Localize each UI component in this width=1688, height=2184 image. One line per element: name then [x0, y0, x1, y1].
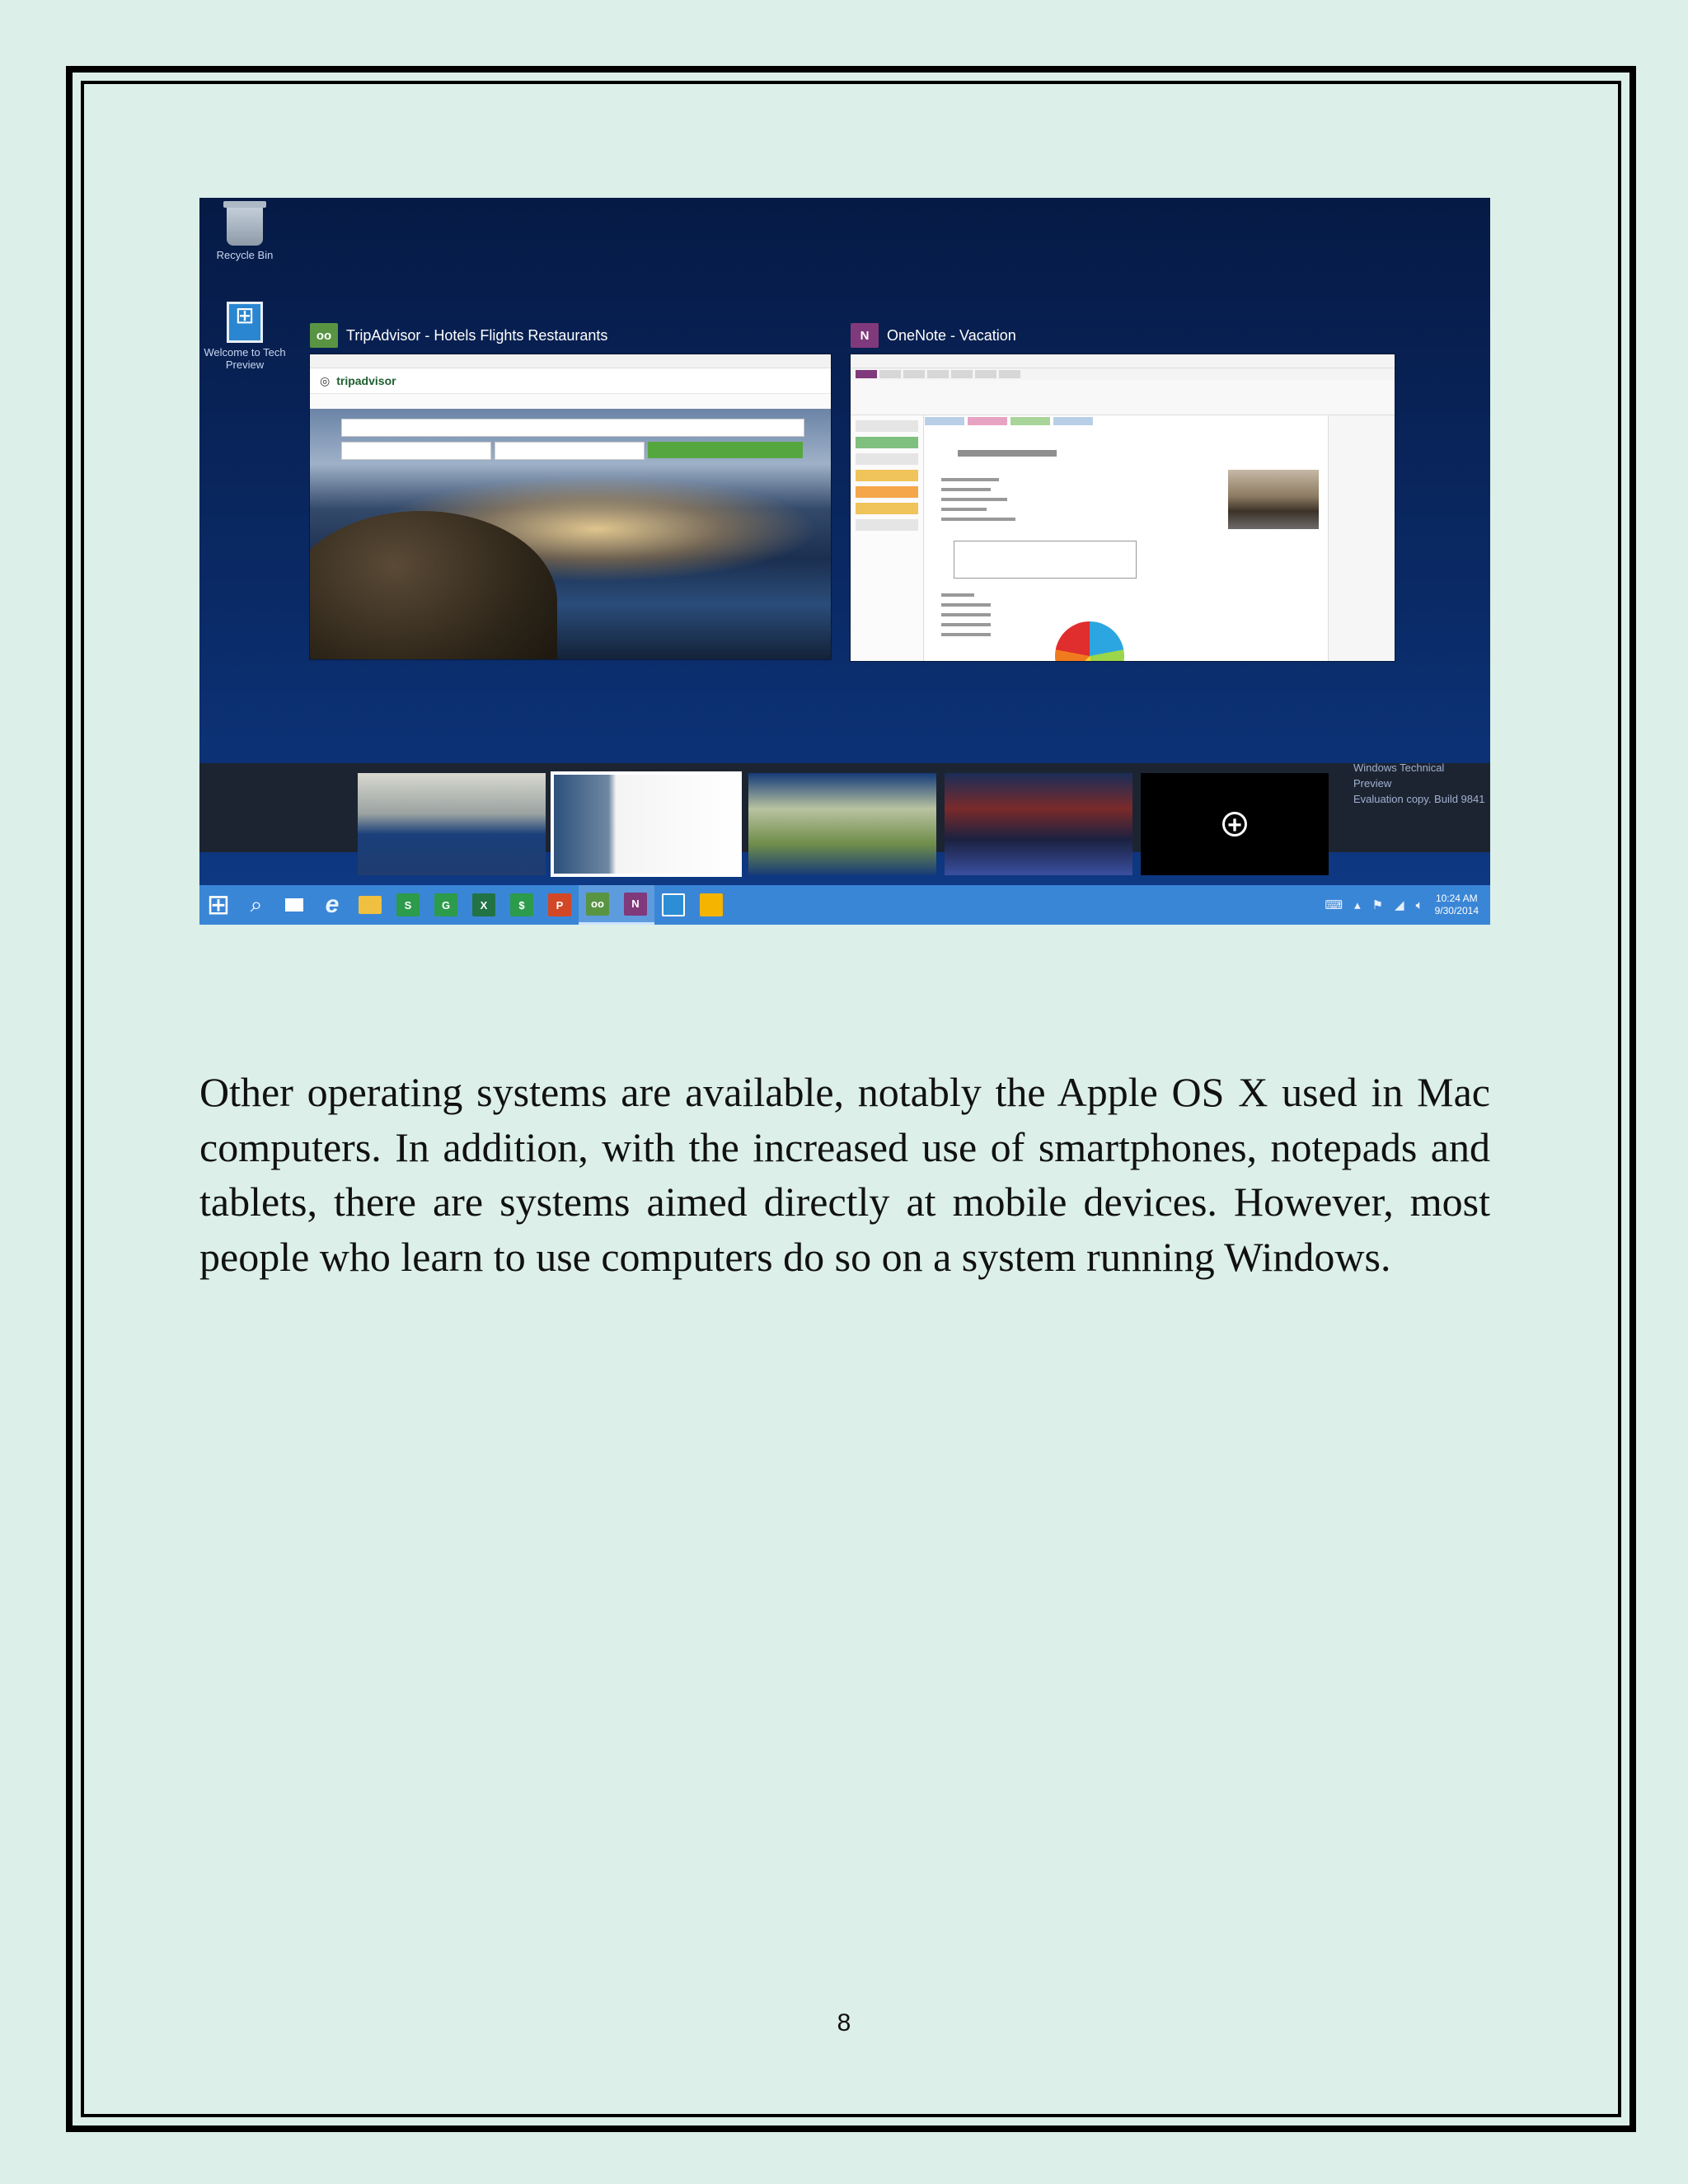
search-icon: ⌕ — [250, 892, 263, 916]
window-title-text: TripAdvisor - Hotels Flights Restaurants — [346, 326, 608, 344]
desktop-thumbnail-4[interactable] — [945, 773, 1132, 875]
desktop-thumbnail-3[interactable] — [748, 773, 936, 875]
taskbar-app-ie[interactable] — [313, 885, 351, 925]
task-view-icon — [285, 898, 303, 912]
watermark-line: Evaluation copy. Build 9841 — [1353, 793, 1485, 805]
checklist-line — [941, 488, 991, 491]
taskbar-app-finance[interactable] — [503, 885, 541, 925]
taskbar-clock[interactable] — [1435, 893, 1479, 917]
hero-mountain — [310, 511, 557, 659]
desktop-icon-label: Recycle Bin — [216, 249, 274, 261]
notebook-sidebar — [851, 415, 924, 661]
section-tabs — [925, 417, 1327, 425]
checklist-line — [941, 518, 1015, 521]
checklist-line — [941, 498, 1007, 501]
taskbar-app-store[interactable] — [389, 885, 427, 925]
finance-chart-icon: $ — [510, 893, 533, 916]
taskbar-app-excel[interactable] — [465, 885, 503, 925]
windows-task-view-screenshot — [199, 198, 1490, 925]
budget-table-row — [941, 603, 991, 607]
add-desktop-button[interactable] — [1141, 773, 1329, 875]
games-icon: G — [434, 893, 457, 916]
checkout-field[interactable] — [495, 442, 645, 460]
taskbar — [199, 885, 1490, 925]
system-tray — [1325, 893, 1490, 917]
window-title-onenote[interactable] — [851, 323, 1016, 348]
window-titlebar — [310, 354, 831, 368]
taskbar-app-games[interactable] — [427, 885, 465, 925]
task-view-button[interactable] — [275, 885, 313, 925]
desktop-thumbnail-1[interactable] — [358, 773, 546, 875]
taskbar-app-photos[interactable] — [654, 885, 692, 925]
flag-icon[interactable]: ⚑ — [1372, 898, 1384, 912]
onenote-icon: N — [624, 893, 647, 916]
messaging-icon — [700, 893, 723, 916]
desktop-icon-recycle-bin[interactable] — [199, 204, 290, 261]
page-number: 8 — [837, 2009, 851, 2036]
volume-icon[interactable]: 🔈︎ — [1415, 898, 1423, 912]
window-titlebar — [851, 354, 1395, 368]
start-button[interactable] — [199, 885, 237, 925]
checklist-line — [941, 508, 987, 511]
network-icon[interactable]: ◢ — [1395, 898, 1404, 912]
chevron-up-icon[interactable]: ▴ — [1354, 898, 1361, 912]
photos-icon — [662, 893, 685, 916]
clock-date: 9/30/2014 — [1434, 905, 1479, 916]
keyboard-icon[interactable]: ⌨ — [1325, 898, 1343, 912]
find-hotels-button[interactable] — [648, 442, 803, 458]
window-onenote[interactable] — [851, 354, 1395, 661]
window-tripadvisor[interactable] — [310, 354, 831, 659]
taskbar-app-tripadvisor[interactable] — [579, 885, 617, 925]
checklist-line — [941, 478, 999, 481]
taskbar-app-powerpoint[interactable] — [541, 885, 579, 925]
build-watermark — [1353, 760, 1485, 807]
add-icon: + — [1222, 812, 1247, 837]
internet-explorer-icon: e — [325, 891, 340, 918]
ribbon — [851, 380, 1395, 415]
onenote-icon: N — [851, 323, 879, 348]
budget-table-row — [941, 623, 991, 626]
tripadvisor-logo: tripadvisor — [336, 374, 396, 387]
tripadvisor-nav-bar — [310, 393, 831, 410]
ribbon-tabs — [851, 368, 1395, 380]
folder-icon — [359, 896, 382, 914]
windows-logo-icon — [227, 302, 263, 343]
store-icon: S — [396, 893, 420, 916]
taskbar-app-explorer[interactable] — [351, 885, 389, 925]
tripadvisor-header — [310, 368, 831, 393]
page-list — [1328, 415, 1395, 661]
checkin-field[interactable] — [341, 442, 491, 460]
tripadvisor-owl-icon: ◎ — [320, 373, 331, 387]
tripadvisor-search-input[interactable] — [341, 419, 804, 437]
body-paragraph: Other operating systems are available, notably the Apple OS X used in Mac computers. In addition, with the increased use of smartphones, notepads and tablets, there are systems aimed directly at mobile devices. However, most people who learn to use computers do so on a system running Windows. — [199, 1069, 1490, 1280]
tripadvisor-icon: oo — [586, 893, 609, 916]
vacation-photo — [1228, 470, 1319, 529]
window-title-tripadvisor[interactable] — [310, 323, 607, 348]
tripadvisor-icon: oo — [310, 323, 338, 348]
recycle-bin-icon — [227, 204, 263, 246]
tripadvisor-hero-image — [310, 409, 831, 659]
watermark-line: Windows Technical Preview — [1353, 762, 1445, 790]
desktop-thumbnail-2[interactable] — [552, 773, 740, 875]
clock-time: 10:24 AM — [1435, 893, 1478, 904]
budget-pie-chart — [1055, 621, 1124, 661]
taskbar-app-messaging[interactable] — [692, 885, 730, 925]
budget-table-row — [941, 593, 974, 597]
budget-table-row — [941, 633, 991, 636]
budget-box — [954, 541, 1137, 579]
taskbar-app-onenote[interactable] — [617, 885, 654, 925]
window-title-text: OneNote - Vacation — [887, 326, 1016, 344]
powerpoint-icon: P — [548, 893, 571, 916]
windows-start-icon: ⊞ — [206, 889, 231, 921]
desktop-icon-welcome[interactable] — [199, 302, 290, 371]
budget-table-row — [941, 613, 991, 616]
excel-icon: X — [472, 893, 495, 916]
page-heading — [958, 450, 1057, 457]
desktop-icon-label: Welcome to Tech Preview — [204, 346, 286, 371]
search-button[interactable] — [237, 885, 275, 925]
